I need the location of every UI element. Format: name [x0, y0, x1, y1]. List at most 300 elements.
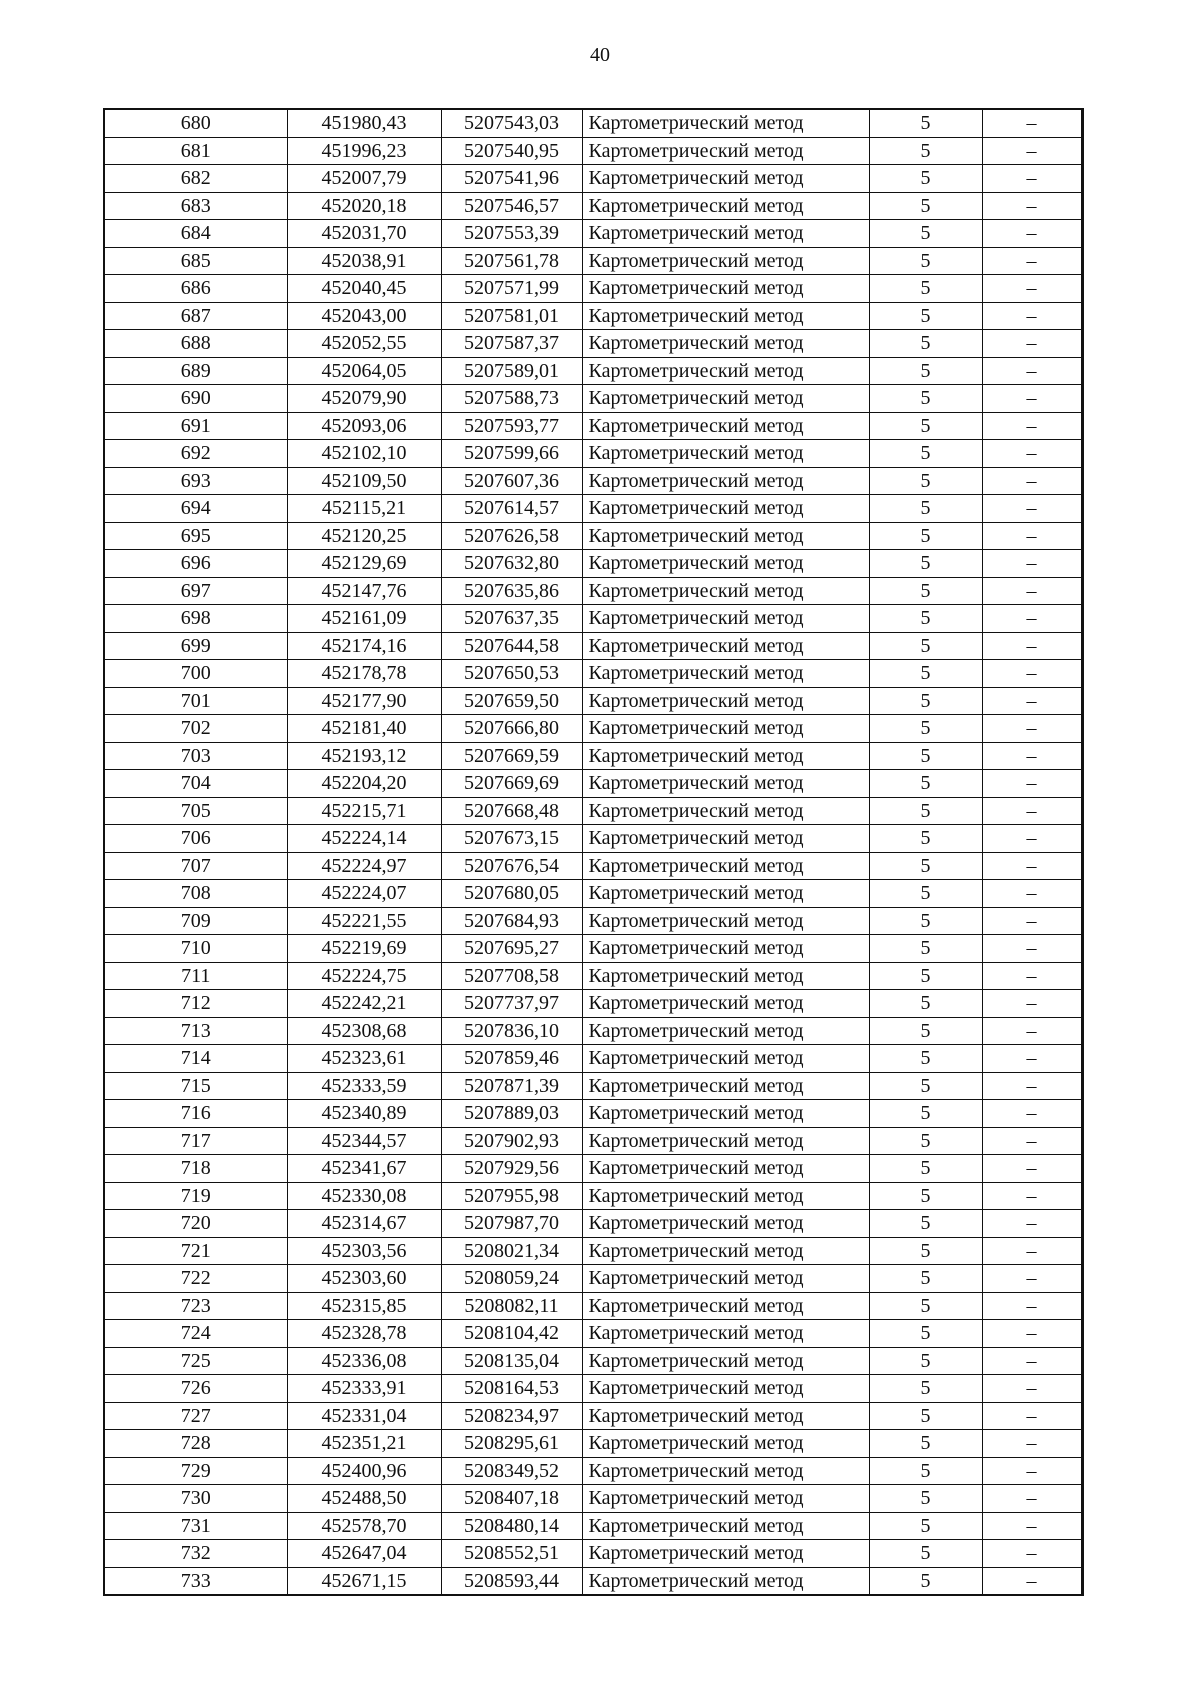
x-coordinate-cell: 452181,40 [287, 715, 441, 743]
table-row [104, 1045, 1082, 1073]
accuracy-cell: 5 [869, 137, 982, 165]
y-coordinate-cell: 5208082,11 [441, 1292, 582, 1320]
method-cell: Картометрический метод [582, 109, 869, 137]
point-number-cell: 721 [104, 1237, 287, 1265]
x-coordinate-cell: 452224,14 [287, 825, 441, 853]
method-cell: Картометрический метод [582, 357, 869, 385]
note-cell: – [982, 385, 1082, 413]
x-coordinate-cell: 452221,55 [287, 907, 441, 935]
accuracy-cell: 5 [869, 1155, 982, 1183]
point-number-cell: 687 [104, 302, 287, 330]
table-row [104, 495, 1082, 523]
table-row [104, 1265, 1082, 1293]
point-number-cell: 691 [104, 412, 287, 440]
method-cell: Картометрический метод [582, 440, 869, 468]
note-cell: – [982, 165, 1082, 193]
y-coordinate-cell: 5207607,36 [441, 467, 582, 495]
note-cell: – [982, 770, 1082, 798]
note-cell: – [982, 577, 1082, 605]
method-cell: Картометрический метод [582, 1182, 869, 1210]
method-cell: Картометрический метод [582, 660, 869, 688]
table-row [104, 357, 1082, 385]
x-coordinate-cell: 452043,00 [287, 302, 441, 330]
method-cell: Картометрический метод [582, 1402, 869, 1430]
method-cell: Картометрический метод [582, 577, 869, 605]
table-row [104, 1540, 1082, 1568]
method-cell: Картометрический метод [582, 522, 869, 550]
accuracy-cell: 5 [869, 550, 982, 578]
accuracy-cell: 5 [869, 1457, 982, 1485]
point-number-cell: 690 [104, 385, 287, 413]
point-number-cell: 727 [104, 1402, 287, 1430]
method-cell: Картометрический метод [582, 1237, 869, 1265]
accuracy-cell: 5 [869, 275, 982, 303]
y-coordinate-cell: 5207541,96 [441, 165, 582, 193]
accuracy-cell: 5 [869, 852, 982, 880]
y-coordinate-cell: 5207929,56 [441, 1155, 582, 1183]
method-cell: Картометрический метод [582, 192, 869, 220]
accuracy-cell: 5 [869, 797, 982, 825]
y-coordinate-cell: 5207669,69 [441, 770, 582, 798]
note-cell: – [982, 1485, 1082, 1513]
point-number-cell: 725 [104, 1347, 287, 1375]
note-cell: – [982, 550, 1082, 578]
method-cell: Картометрический метод [582, 1485, 869, 1513]
x-coordinate-cell: 452578,70 [287, 1512, 441, 1540]
accuracy-cell: 5 [869, 1485, 982, 1513]
x-coordinate-cell: 452303,60 [287, 1265, 441, 1293]
accuracy-cell: 5 [869, 440, 982, 468]
x-coordinate-cell: 452174,16 [287, 632, 441, 660]
method-cell: Картометрический метод [582, 1127, 869, 1155]
y-coordinate-cell: 5207561,78 [441, 247, 582, 275]
y-coordinate-cell: 5208135,04 [441, 1347, 582, 1375]
point-number-cell: 701 [104, 687, 287, 715]
y-coordinate-cell: 5207684,93 [441, 907, 582, 935]
table-row [104, 522, 1082, 550]
table-row [104, 962, 1082, 990]
note-cell: – [982, 302, 1082, 330]
table-row [104, 770, 1082, 798]
method-cell: Картометрический метод [582, 1430, 869, 1458]
table-row [104, 192, 1082, 220]
accuracy-cell: 5 [869, 1320, 982, 1348]
method-cell: Картометрический метод [582, 907, 869, 935]
table-row [104, 550, 1082, 578]
x-coordinate-cell: 452224,97 [287, 852, 441, 880]
y-coordinate-cell: 5207889,03 [441, 1100, 582, 1128]
x-coordinate-cell: 452671,15 [287, 1567, 441, 1595]
y-coordinate-cell: 5207668,48 [441, 797, 582, 825]
table-row [104, 467, 1082, 495]
accuracy-cell: 5 [869, 632, 982, 660]
table-row [104, 137, 1082, 165]
method-cell: Картометрический метод [582, 742, 869, 770]
x-coordinate-cell: 452161,09 [287, 605, 441, 633]
table-row [104, 687, 1082, 715]
x-coordinate-cell: 452242,21 [287, 990, 441, 1018]
method-cell: Картометрический метод [582, 247, 869, 275]
point-number-cell: 681 [104, 137, 287, 165]
method-cell: Картометрический метод [582, 1072, 869, 1100]
accuracy-cell: 5 [869, 1100, 982, 1128]
table-row [104, 1485, 1082, 1513]
note-cell: – [982, 1155, 1082, 1183]
y-coordinate-cell: 5208059,24 [441, 1265, 582, 1293]
table-row [104, 1347, 1082, 1375]
x-coordinate-cell: 452336,08 [287, 1347, 441, 1375]
y-coordinate-cell: 5207614,57 [441, 495, 582, 523]
table-row [104, 577, 1082, 605]
point-number-cell: 686 [104, 275, 287, 303]
table-row [104, 660, 1082, 688]
accuracy-cell: 5 [869, 165, 982, 193]
x-coordinate-cell: 452308,68 [287, 1017, 441, 1045]
y-coordinate-cell: 5207666,80 [441, 715, 582, 743]
x-coordinate-cell: 452351,21 [287, 1430, 441, 1458]
table-row [104, 852, 1082, 880]
table-row [104, 880, 1082, 908]
y-coordinate-cell: 5207546,57 [441, 192, 582, 220]
accuracy-cell: 5 [869, 495, 982, 523]
point-number-cell: 709 [104, 907, 287, 935]
note-cell: – [982, 192, 1082, 220]
note-cell: – [982, 742, 1082, 770]
method-cell: Картометрический метод [582, 1567, 869, 1595]
point-number-cell: 716 [104, 1100, 287, 1128]
table-row [104, 247, 1082, 275]
y-coordinate-cell: 5207676,54 [441, 852, 582, 880]
note-cell: – [982, 907, 1082, 935]
note-cell: – [982, 275, 1082, 303]
point-number-cell: 695 [104, 522, 287, 550]
point-number-cell: 724 [104, 1320, 287, 1348]
y-coordinate-cell: 5207669,59 [441, 742, 582, 770]
y-coordinate-cell: 5207955,98 [441, 1182, 582, 1210]
method-cell: Картометрический метод [582, 632, 869, 660]
point-number-cell: 731 [104, 1512, 287, 1540]
accuracy-cell: 5 [869, 522, 982, 550]
y-coordinate-cell: 5207588,73 [441, 385, 582, 413]
y-coordinate-cell: 5208104,42 [441, 1320, 582, 1348]
note-cell: – [982, 1430, 1082, 1458]
point-number-cell: 707 [104, 852, 287, 880]
note-cell: – [982, 522, 1082, 550]
note-cell: – [982, 1182, 1082, 1210]
x-coordinate-cell: 452052,55 [287, 330, 441, 358]
x-coordinate-cell: 452341,67 [287, 1155, 441, 1183]
accuracy-cell: 5 [869, 192, 982, 220]
accuracy-cell: 5 [869, 385, 982, 413]
method-cell: Картометрический метод [582, 715, 869, 743]
table-row [104, 1430, 1082, 1458]
method-cell: Картометрический метод [582, 467, 869, 495]
method-cell: Картометрический метод [582, 770, 869, 798]
note-cell: – [982, 440, 1082, 468]
y-coordinate-cell: 5207599,66 [441, 440, 582, 468]
method-cell: Картометрический метод [582, 1457, 869, 1485]
y-coordinate-cell: 5207902,93 [441, 1127, 582, 1155]
point-number-cell: 711 [104, 962, 287, 990]
point-number-cell: 722 [104, 1265, 287, 1293]
note-cell: – [982, 1017, 1082, 1045]
y-coordinate-cell: 5208407,18 [441, 1485, 582, 1513]
page-number: 40 [590, 44, 610, 66]
method-cell: Картометрический метод [582, 1512, 869, 1540]
accuracy-cell: 5 [869, 990, 982, 1018]
coordinates-table [103, 108, 1084, 1596]
method-cell: Картометрический метод [582, 302, 869, 330]
note-cell: – [982, 247, 1082, 275]
method-cell: Картометрический метод [582, 1540, 869, 1568]
accuracy-cell: 5 [869, 1265, 982, 1293]
table-row [104, 385, 1082, 413]
method-cell: Картометрический метод [582, 1375, 869, 1403]
table-row [104, 990, 1082, 1018]
table-row [104, 1072, 1082, 1100]
method-cell: Картометрический метод [582, 385, 869, 413]
note-cell: – [982, 825, 1082, 853]
accuracy-cell: 5 [869, 1292, 982, 1320]
y-coordinate-cell: 5207571,99 [441, 275, 582, 303]
note-cell: – [982, 412, 1082, 440]
x-coordinate-cell: 452115,21 [287, 495, 441, 523]
x-coordinate-cell: 452344,57 [287, 1127, 441, 1155]
y-coordinate-cell: 5208552,51 [441, 1540, 582, 1568]
method-cell: Картометрический метод [582, 495, 869, 523]
point-number-cell: 694 [104, 495, 287, 523]
accuracy-cell: 5 [869, 1072, 982, 1100]
accuracy-cell: 5 [869, 935, 982, 963]
x-coordinate-cell: 452007,79 [287, 165, 441, 193]
x-coordinate-cell: 452647,04 [287, 1540, 441, 1568]
note-cell: – [982, 220, 1082, 248]
x-coordinate-cell: 452340,89 [287, 1100, 441, 1128]
point-number-cell: 693 [104, 467, 287, 495]
note-cell: – [982, 1512, 1082, 1540]
point-number-cell: 698 [104, 605, 287, 633]
method-cell: Картометрический метод [582, 220, 869, 248]
note-cell: – [982, 1127, 1082, 1155]
point-number-cell: 702 [104, 715, 287, 743]
point-number-cell: 712 [104, 990, 287, 1018]
point-number-cell: 710 [104, 935, 287, 963]
table-row [104, 275, 1082, 303]
table-row [104, 330, 1082, 358]
y-coordinate-cell: 5207587,37 [441, 330, 582, 358]
note-cell: – [982, 1347, 1082, 1375]
note-cell: – [982, 1292, 1082, 1320]
y-coordinate-cell: 5208295,61 [441, 1430, 582, 1458]
point-number-cell: 706 [104, 825, 287, 853]
accuracy-cell: 5 [869, 880, 982, 908]
method-cell: Картометрический метод [582, 1100, 869, 1128]
point-number-cell: 714 [104, 1045, 287, 1073]
method-cell: Картометрический метод [582, 1045, 869, 1073]
table-row [104, 1292, 1082, 1320]
x-coordinate-cell: 452020,18 [287, 192, 441, 220]
x-coordinate-cell: 452147,76 [287, 577, 441, 605]
accuracy-cell: 5 [869, 742, 982, 770]
table-row [104, 935, 1082, 963]
table-row [104, 109, 1082, 137]
y-coordinate-cell: 5207650,53 [441, 660, 582, 688]
note-cell: – [982, 1210, 1082, 1238]
note-cell: – [982, 1072, 1082, 1100]
x-coordinate-cell: 451980,43 [287, 109, 441, 137]
note-cell: – [982, 797, 1082, 825]
note-cell: – [982, 990, 1082, 1018]
x-coordinate-cell: 451996,23 [287, 137, 441, 165]
method-cell: Картометрический метод [582, 1210, 869, 1238]
accuracy-cell: 5 [869, 1347, 982, 1375]
table-row [104, 165, 1082, 193]
note-cell: – [982, 1045, 1082, 1073]
y-coordinate-cell: 5207644,58 [441, 632, 582, 660]
y-coordinate-cell: 5207987,70 [441, 1210, 582, 1238]
point-number-cell: 700 [104, 660, 287, 688]
accuracy-cell: 5 [869, 302, 982, 330]
x-coordinate-cell: 452400,96 [287, 1457, 441, 1485]
point-number-cell: 728 [104, 1430, 287, 1458]
accuracy-cell: 5 [869, 1567, 982, 1595]
point-number-cell: 689 [104, 357, 287, 385]
note-cell: – [982, 880, 1082, 908]
y-coordinate-cell: 5207632,80 [441, 550, 582, 578]
method-cell: Картометрический метод [582, 275, 869, 303]
note-cell: – [982, 357, 1082, 385]
x-coordinate-cell: 452193,12 [287, 742, 441, 770]
accuracy-cell: 5 [869, 412, 982, 440]
table-row [104, 605, 1082, 633]
point-number-cell: 720 [104, 1210, 287, 1238]
accuracy-cell: 5 [869, 577, 982, 605]
table-row [104, 715, 1082, 743]
y-coordinate-cell: 5207836,10 [441, 1017, 582, 1045]
accuracy-cell: 5 [869, 660, 982, 688]
y-coordinate-cell: 5207593,77 [441, 412, 582, 440]
point-number-cell: 696 [104, 550, 287, 578]
table-row [104, 440, 1082, 468]
note-cell: – [982, 467, 1082, 495]
method-cell: Картометрический метод [582, 852, 869, 880]
point-number-cell: 713 [104, 1017, 287, 1045]
y-coordinate-cell: 5207737,97 [441, 990, 582, 1018]
x-coordinate-cell: 452093,06 [287, 412, 441, 440]
y-coordinate-cell: 5208480,14 [441, 1512, 582, 1540]
note-cell: – [982, 962, 1082, 990]
table-row [104, 1375, 1082, 1403]
table-row [104, 1182, 1082, 1210]
x-coordinate-cell: 452064,05 [287, 357, 441, 385]
accuracy-cell: 5 [869, 109, 982, 137]
note-cell: – [982, 852, 1082, 880]
table-row [104, 1210, 1082, 1238]
method-cell: Картометрический метод [582, 165, 869, 193]
x-coordinate-cell: 452328,78 [287, 1320, 441, 1348]
x-coordinate-cell: 452219,69 [287, 935, 441, 963]
method-cell: Картометрический метод [582, 797, 869, 825]
y-coordinate-cell: 5207708,58 [441, 962, 582, 990]
x-coordinate-cell: 452120,25 [287, 522, 441, 550]
point-number-cell: 697 [104, 577, 287, 605]
y-coordinate-cell: 5208164,53 [441, 1375, 582, 1403]
method-cell: Картометрический метод [582, 825, 869, 853]
point-number-cell: 680 [104, 109, 287, 137]
method-cell: Картометрический метод [582, 412, 869, 440]
table-row [104, 1567, 1082, 1595]
point-number-cell: 733 [104, 1567, 287, 1595]
method-cell: Картометрический метод [582, 687, 869, 715]
x-coordinate-cell: 452079,90 [287, 385, 441, 413]
x-coordinate-cell: 452314,67 [287, 1210, 441, 1238]
table-row [104, 907, 1082, 935]
x-coordinate-cell: 452109,50 [287, 467, 441, 495]
note-cell: – [982, 1540, 1082, 1568]
x-coordinate-cell: 452178,78 [287, 660, 441, 688]
accuracy-cell: 5 [869, 1402, 982, 1430]
x-coordinate-cell: 452177,90 [287, 687, 441, 715]
accuracy-cell: 5 [869, 907, 982, 935]
accuracy-cell: 5 [869, 1430, 982, 1458]
note-cell: – [982, 1320, 1082, 1348]
point-number-cell: 699 [104, 632, 287, 660]
accuracy-cell: 5 [869, 1210, 982, 1238]
x-coordinate-cell: 452330,08 [287, 1182, 441, 1210]
point-number-cell: 726 [104, 1375, 287, 1403]
accuracy-cell: 5 [869, 1127, 982, 1155]
method-cell: Картометрический метод [582, 1320, 869, 1348]
y-coordinate-cell: 5207680,05 [441, 880, 582, 908]
x-coordinate-cell: 452303,56 [287, 1237, 441, 1265]
note-cell: – [982, 935, 1082, 963]
note-cell: – [982, 109, 1082, 137]
x-coordinate-cell: 452204,20 [287, 770, 441, 798]
y-coordinate-cell: 5208021,34 [441, 1237, 582, 1265]
x-coordinate-cell: 452102,10 [287, 440, 441, 468]
point-number-cell: 685 [104, 247, 287, 275]
method-cell: Картометрический метод [582, 330, 869, 358]
y-coordinate-cell: 5207589,01 [441, 357, 582, 385]
note-cell: – [982, 605, 1082, 633]
accuracy-cell: 5 [869, 715, 982, 743]
note-cell: – [982, 1567, 1082, 1595]
note-cell: – [982, 1237, 1082, 1265]
table-row [104, 1127, 1082, 1155]
accuracy-cell: 5 [869, 605, 982, 633]
y-coordinate-cell: 5207553,39 [441, 220, 582, 248]
table-row [104, 632, 1082, 660]
accuracy-cell: 5 [869, 330, 982, 358]
note-cell: – [982, 1100, 1082, 1128]
accuracy-cell: 5 [869, 220, 982, 248]
method-cell: Картометрический метод [582, 550, 869, 578]
method-cell: Картометрический метод [582, 1347, 869, 1375]
method-cell: Картометрический метод [582, 990, 869, 1018]
point-number-cell: 729 [104, 1457, 287, 1485]
x-coordinate-cell: 452333,91 [287, 1375, 441, 1403]
accuracy-cell: 5 [869, 1375, 982, 1403]
accuracy-cell: 5 [869, 1540, 982, 1568]
accuracy-cell: 5 [869, 687, 982, 715]
table-row [104, 742, 1082, 770]
note-cell: – [982, 660, 1082, 688]
method-cell: Картометрический метод [582, 1017, 869, 1045]
point-number-cell: 717 [104, 1127, 287, 1155]
y-coordinate-cell: 5207635,86 [441, 577, 582, 605]
point-number-cell: 705 [104, 797, 287, 825]
y-coordinate-cell: 5207871,39 [441, 1072, 582, 1100]
